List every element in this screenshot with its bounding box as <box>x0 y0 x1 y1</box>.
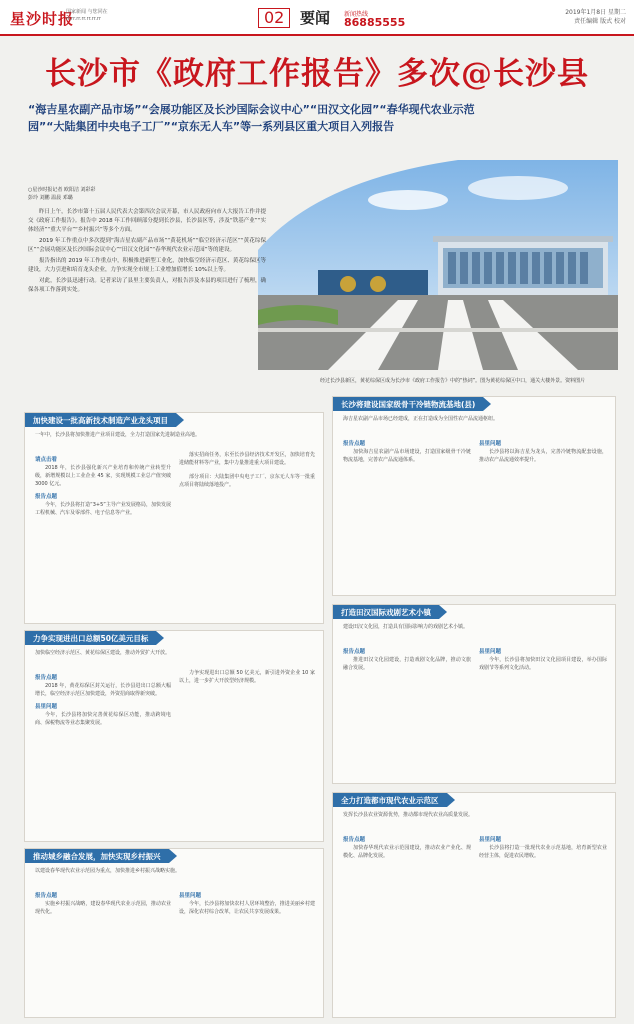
hotline-number: 86885555 <box>344 16 406 29</box>
issue-date: 2019年1月8日 星期二 责任编辑 版式 校对 <box>565 9 626 25</box>
subheading: 报告点题 <box>343 837 366 843</box>
section-text: 推进田汉文化园建设，打造戏剧文化品牌，推动文旅融合发展。 <box>343 657 471 671</box>
airport-building-illustration <box>258 160 618 370</box>
subheading: 县里问题 <box>479 649 502 655</box>
section-title: 全力打造都市现代农业示范区 <box>333 793 447 807</box>
section-text: 实施乡村振兴战略，建设春华现代农业示范园，推动农业现代化。 <box>35 901 171 915</box>
subheading: 县里问题 <box>479 441 502 447</box>
section-trade <box>24 630 324 842</box>
section-cold-chain <box>332 396 616 596</box>
section-text: 力争实现进出口总额 50 亿美元，新引进外资企业 10 家以上，进一步扩大开放型经济规模。 <box>179 670 315 684</box>
section-drama-town <box>332 604 616 784</box>
page-number: 02 <box>258 8 290 28</box>
section-title: 打造田汉国际戏剧艺术小镇 <box>333 605 439 619</box>
section-title: 推动城乡融合发展，加快实现乡村振兴 <box>25 849 169 863</box>
subheading: 县里问题 <box>179 893 202 899</box>
photo-caption: 经过长沙县新区，黄花综保区成为长沙市《政府工作报告》中的“热词”。图为黄花综保区中口，通关大楼外景。资料图片 <box>320 378 586 384</box>
section-intro: 发挥长沙县农业资源优势，推动都市现代农业高质量发展。 <box>343 812 474 818</box>
subheading: 报告点题 <box>35 494 58 500</box>
masthead <box>0 0 634 36</box>
logo-subtitle: 国家新闻 与您同在 rr.rr.rr.rr.rr.rr.rr <box>66 9 108 22</box>
intro-article <box>28 186 266 297</box>
subheading: 请点击看 <box>35 457 58 463</box>
subheading: 报告点题 <box>343 441 366 447</box>
section-rural <box>24 848 324 1018</box>
section-text: 长沙县将打造一批现代农业示范基地，培育新型农业经营主体，促进农民增收。 <box>479 845 607 859</box>
section-text: 加快海吉星农副产品市场建设，打造国家级骨干冷链物流基地，完善农产品流通体系。 <box>343 449 471 463</box>
intro-paragraph: 报告指出的 2019 年工作重点中，积极推进新型工业化，加快临空经济示范区、黄花综保区等建设，大力引进和培育龙头企业，力争实现全市规上工业增加值增长 10%以上等。 <box>28 258 266 273</box>
page-subheadline: “海吉星农副产品市场”“会展功能区及长沙国际会议中心”“田汉文化园”“春华现代农业示范园”“大陆集团中央电子工厂”“京东无人车”等一系列县区重大项目入列报告 <box>28 103 475 133</box>
intro-paragraph: 昨日上午，长沙市第十五届人民代表大会第四次会议开幕，市人民政府向市人大报告工作并提交《政府工作报告》。报告中 2018 年工作回顾部分提到长沙县，长沙县区等，涉及“铁基产业”“实体经济”“重大平台”“乡村振兴”等多个方面。 <box>28 209 266 233</box>
subheading: 县里问题 <box>35 704 58 710</box>
section-intro: 建设田汉文化园，打造具有国际影响力的戏剧艺术小镇。 <box>343 624 469 630</box>
section-text: 今年，长沙县将打造“3+5”主导产业发展格局，加快发展工程机械、汽车及零部件、电子信息等产业。 <box>35 502 171 516</box>
section-text: 今年，长沙县将加快田汉文化园项目建设，举办国际戏剧节等系列文化活动。 <box>479 657 607 671</box>
hotline-label: 新闻热线 <box>344 11 369 18</box>
section-text: 长沙县将以海吉星为龙头，完善冷链物流配套设施，推动农产品流通效率提升。 <box>479 449 607 463</box>
newspaper-logo: 星沙时报 <box>10 10 75 28</box>
section-text: 今年，长沙县将加快农村人居环境整治，推进美丽乡村建设，深化农村综合改革，让农民共享发展成果。 <box>179 901 315 915</box>
section-intro: 以建设春华现代农业示范园为重点，加快推进乡村振兴战略实施。 <box>35 868 181 874</box>
page-headline: 长沙市《政府工作报告》多次@长沙县 <box>45 56 589 92</box>
section-manufacturing <box>24 412 324 624</box>
subheading: 报告点题 <box>35 893 58 899</box>
section-urban-agriculture <box>332 792 616 1018</box>
section-name: 要闻 <box>300 9 331 27</box>
section-text: 落实招商任务，东至长沙县经济技术开发区，加快培育先进储能材料等产业，集中力量推进重大项目建设。 <box>179 452 315 466</box>
subheading: 报告点题 <box>343 649 366 655</box>
reporter-byline: ○星沙时报记者 欧阳洁 刘彩彩 彭玲 刘鹏 温晨 邓璐 <box>28 187 96 201</box>
section-title: 力争实现进出口总额50亿美元目标 <box>25 631 156 645</box>
section-text: 今年，长沙县将加快完善黄花综保区功能，推动跨境电商、保税物流等业态集聚发展。 <box>35 712 171 726</box>
section-intro: 加快临空经济示范区、黄花综保区建设，推动外贸扩大开放。 <box>35 650 171 656</box>
intro-paragraph: 对此，长沙县迅速行动。记者采访了县里主要负责人，对报告涉及本县的项目进行了梳理，确保各项工作落到实处。 <box>28 278 266 293</box>
hero-photo <box>258 160 618 370</box>
section-text: 部分项目：大陆集团中央电子工厂、京东无人车等一批重点项目将陆续落地投产。 <box>179 474 315 488</box>
intro-paragraph: 2019 年工作重点中多次提到“海吉星农副产品市场”“黄花机场”“临空经济示范区”“黄花综保区”“会展功能区及长沙国际会议中心”“田汉文化园”“春华现代农业示范园”等的建设。 <box>28 238 266 253</box>
section-title: 长沙将建设国家级骨干冷链物流基地(县) <box>333 397 483 411</box>
section-intro: 海吉星农副产品市场已经建成，正在打造成为全国性农产品流通枢纽。 <box>343 416 499 422</box>
subheading: 县里问题 <box>479 837 502 843</box>
section-text: 2018 年，长沙县强化新兴产业培育和传统产业转型升级，新增规模以上工业企业 45 家，实现规模工业总产值突破 3000 亿元。 <box>35 465 171 487</box>
section-intro: 一年中，长沙县将加快推进产业项目建设，全力打造国家先进制造业高地。 <box>35 432 201 438</box>
section-title: 加快建设一批高新技术制造产业龙头项目 <box>25 413 176 427</box>
subheading: 报告点题 <box>35 675 58 681</box>
section-text: 加快春华现代农业示范园建设，推动农业产业化、规模化、品牌化发展。 <box>343 845 471 859</box>
section-text: 2018 年，黄花综保区封关运行，长沙县进出口总额大幅增长，临空经济示范区加快建设，外资招商取得新突破。 <box>35 683 171 697</box>
